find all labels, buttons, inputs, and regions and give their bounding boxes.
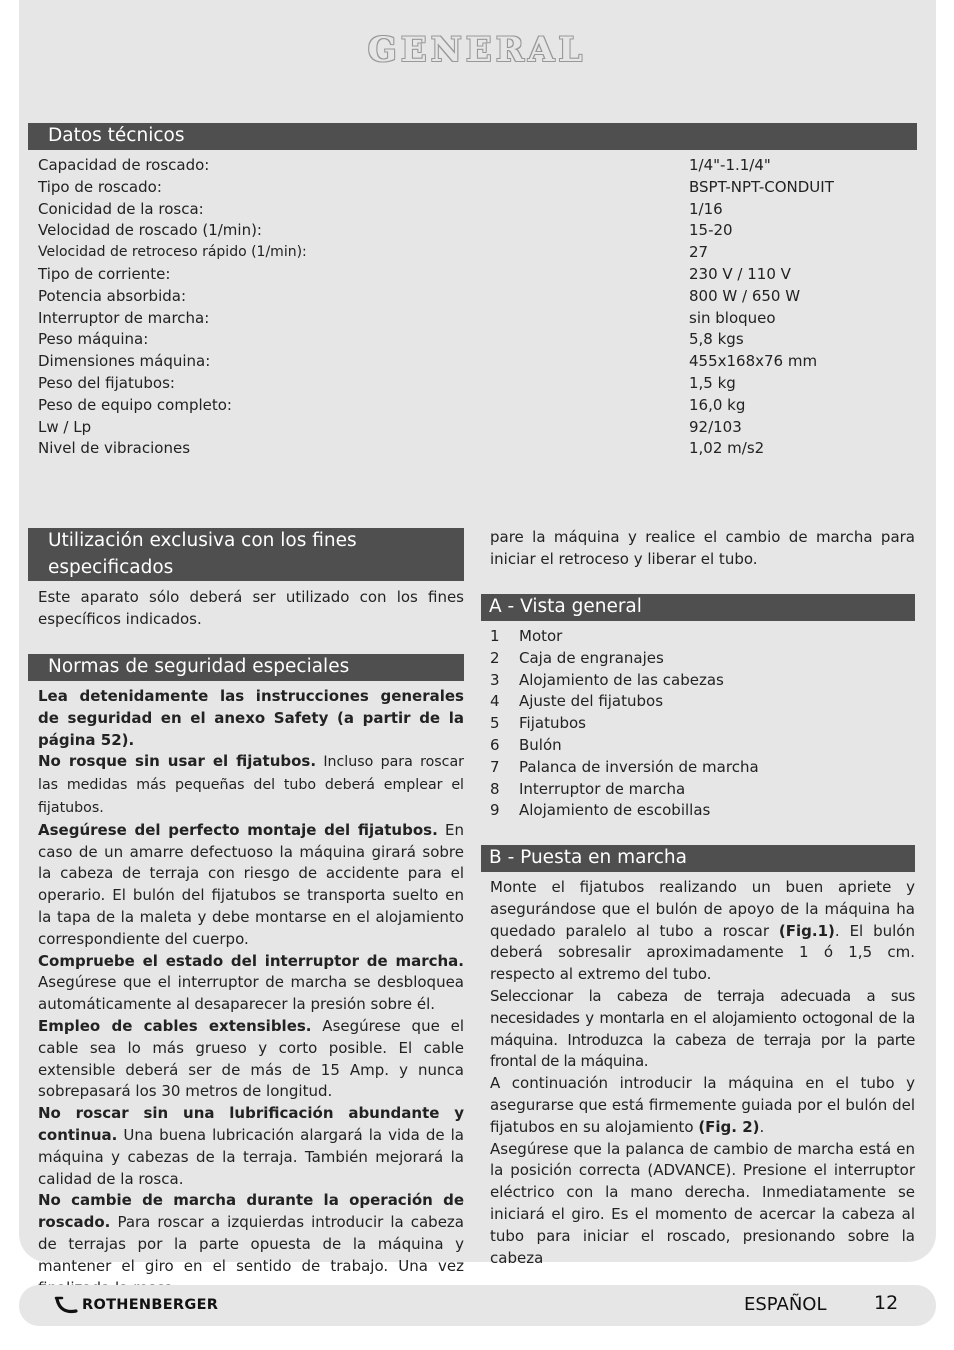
safety-p1-bold: Lea detenidamente las instrucciones generales de seguridad en el anexo Safety (a partir de la página 52). xyxy=(38,687,464,749)
list-item-text: Bulón xyxy=(519,735,562,754)
startup-p1 xyxy=(490,877,915,986)
spec-value: 27 xyxy=(689,243,709,262)
list-item-number: 1 xyxy=(490,627,500,645)
spec-label: Peso de equipo completo: xyxy=(38,395,232,414)
safety-text xyxy=(38,686,464,1299)
continued-paragraph: pare la máquina y realice el cambio de marcha para iniciar el retroceso y liberar el tubo. xyxy=(490,528,915,568)
usage-text xyxy=(38,587,464,631)
specs-table xyxy=(38,155,898,460)
spec-value: 15-20 xyxy=(689,221,733,240)
spec-row xyxy=(38,242,898,264)
safety-p7-text: Para roscar a izquierdas introducir la cabeza de terrajas por la parte opuesta de la máquina y mantener el giro en el sentido de trabajo. Una vez xyxy=(38,1213,464,1275)
spec-row xyxy=(38,264,898,286)
spec-row xyxy=(38,373,898,395)
spec-value: 92/103 xyxy=(689,417,742,436)
safety-p2 xyxy=(38,751,464,819)
list-item-number: 9 xyxy=(490,801,500,820)
spec-value: 16,0 kg xyxy=(689,395,746,414)
usage-heading xyxy=(28,528,464,581)
list-item-number: 3 xyxy=(490,670,500,689)
spec-value: 230 V / 110 V xyxy=(689,264,791,283)
safety-p1 xyxy=(38,686,464,751)
startup-p1-c: . El bulón deberá sobresalir aproximadamente 1 ó 1,5 cm. respecto al extremo del tubo. xyxy=(490,921,915,984)
spec-value: 1,02 m/s2 xyxy=(689,439,765,458)
safety-p7-bold: No cambie de marcha durante la operación de roscado. xyxy=(38,1191,464,1232)
overview-heading xyxy=(481,594,915,621)
list-item-text: Interruptor de marcha xyxy=(519,779,686,798)
list-item-number: 6 xyxy=(490,735,500,754)
startup-p3 xyxy=(490,1073,915,1138)
spec-value: 5,8 kgs xyxy=(689,330,744,349)
safety-p3-bold: Asegúrese del perfecto montaje del fijatubos. xyxy=(38,820,438,839)
startup-heading-text: B - Puesta en marcha xyxy=(489,847,687,868)
fig2-ref: (Fig. 2) xyxy=(698,1117,760,1136)
startup-p2 xyxy=(490,986,915,1073)
continued-text xyxy=(490,527,915,571)
fig1-ref: (Fig.1) xyxy=(778,921,835,940)
spec-label: Velocidad de roscado (1/min): xyxy=(38,221,262,240)
list-item-text: Alojamiento de escobillas xyxy=(519,801,711,820)
spec-row xyxy=(38,351,898,373)
safety-p6-text: Una buena lubricación alargará la vida de la máquina y cabezas de la terraja. También mejorará la calidad de la rosca. xyxy=(38,1125,464,1188)
safety-p5 xyxy=(38,1016,464,1103)
safety-p5-bold: Empleo de cables extensibles. xyxy=(38,1016,312,1035)
list-item-text: Alojamiento de las cabezas xyxy=(519,670,724,689)
brand-swoosh-icon xyxy=(54,1293,80,1317)
list-item-number: 2 xyxy=(490,648,500,667)
spec-label: Tipo de corriente: xyxy=(38,264,171,283)
safety-p4-bold: Compruebe el estado del interruptor de marcha. xyxy=(38,951,464,970)
list-item-number: 8 xyxy=(490,779,500,798)
brand-name: ROTHENBERGER xyxy=(82,1297,219,1313)
spec-label: Peso máquina: xyxy=(38,330,149,349)
spec-value: 1/16 xyxy=(689,199,723,218)
spec-value: 800 W / 650 W xyxy=(689,286,801,305)
list-item-text: Motor xyxy=(519,627,563,645)
safety-p5-text: Asegúrese que el cable sea lo más grueso y corto posible. El cable extensible deberá ser de más de 15 Amp. y nunca sobrepasará los 30 metros de longitud. xyxy=(38,1016,464,1101)
spec-label: Dimensiones máquina: xyxy=(38,352,211,371)
spec-row xyxy=(38,308,898,330)
spec-row xyxy=(38,220,898,242)
spec-label: Capacidad de roscado: xyxy=(38,156,210,174)
list-item-number: 4 xyxy=(490,692,500,711)
safety-p4-text: Asegúrese que el interruptor de marcha se desbloquea automáticamente al desaparecer la presión sobre él. xyxy=(38,973,464,1014)
spec-label: Velocidad de retroceso rápido (1/min): xyxy=(38,244,307,261)
list-item-text: Caja de engranajes xyxy=(519,648,664,667)
list-item-number: 5 xyxy=(490,714,500,733)
spec-row xyxy=(38,177,898,199)
spec-value: 1/4"-1.1/4" xyxy=(689,156,771,174)
safety-p3-text: En caso de un amarre defectuoso la máquina girará sobre la cabeza de terraja con riesgo de accidente para el operario. El bulón del fijatubos se transporta suelto en la tapa de la maleta y debe montarse en el alojamiento correspondiente del cuerpo. xyxy=(38,820,464,948)
safety-p2-bold: No rosque sin usar el fijatubos. xyxy=(38,752,317,771)
startup-p3-c: . xyxy=(759,1117,765,1136)
spec-row xyxy=(38,199,898,221)
safety-p6 xyxy=(38,1103,464,1190)
usage-paragraph: Este aparato sólo deberá ser utilizado con los fines específicos indicados. xyxy=(38,588,464,628)
specs-heading-text: Datos técnicos xyxy=(48,125,185,146)
safety-p6-bold: No roscar sin una lubrificación abundante y continua. xyxy=(38,1104,464,1144)
startup-text xyxy=(490,877,915,1269)
list-item-text: Fijatubos xyxy=(519,714,586,733)
specs-heading xyxy=(28,123,917,150)
list-item-text: Ajuste del fijatubos xyxy=(519,692,664,711)
spec-row xyxy=(38,438,898,460)
startup-p3-a: A continuación introducir la máquina en el tubo y asegurarse que está firmemente guiada por el bulón del fijatubos en su alojamiento xyxy=(490,1074,915,1136)
startup-p4 xyxy=(490,1139,915,1270)
safety-p7 xyxy=(38,1190,464,1299)
safety-heading xyxy=(28,654,464,681)
startup-heading xyxy=(481,845,915,872)
language-label: ESPAÑOL xyxy=(744,1294,827,1315)
startup-p4-text: Asegúrese que la palanca de cambio de marcha está en la posición correcta (ADVANCE). Presione el interruptor eléctrico con la mano derecha. Inmediatamente se iniciará el giro. Es el momento de acercar la cabeza al tubo para iniciar el roscado, presionando sobre la cabeza xyxy=(490,1139,915,1267)
spec-value: 455x168x76 mm xyxy=(689,352,818,371)
startup-p1-a: Monte el fijatubos realizando un buen apriete y asegurándose que el bulón de apoyo de la máquina ha quedado paralelo al tubo a roscar xyxy=(490,878,915,940)
brand-logo xyxy=(54,1293,218,1317)
page-number: 12 xyxy=(874,1292,899,1314)
spec-label: Lw / Lp xyxy=(38,417,92,436)
spec-row xyxy=(38,329,898,351)
safety-p3 xyxy=(38,820,464,951)
spec-value: sin bloqueo xyxy=(689,308,776,327)
list-item-text: Palanca de inversión de marcha xyxy=(519,757,759,776)
spec-label: Conicidad de la rosca: xyxy=(38,199,204,218)
startup-p2-text: Seleccionar la cabeza de terraja adecuada a sus necesidades y montarla en el alojamiento octogonal de la máquina. Introduzca la cabeza de terraja por la parte frontal de la máquina. xyxy=(490,986,915,1071)
spec-label: Peso del fijatubos: xyxy=(38,373,175,392)
spec-row xyxy=(38,417,898,439)
overview-heading-text: A - Vista general xyxy=(489,596,642,617)
safety-p4 xyxy=(38,951,464,1016)
spec-row xyxy=(38,395,898,417)
spec-label: Tipo de roscado: xyxy=(38,177,162,196)
safety-heading-text: Normas de seguridad especiales xyxy=(48,656,350,677)
spec-row xyxy=(38,286,898,308)
list-item-number: 7 xyxy=(490,757,500,776)
usage-heading-line1: Utilización exclusiva con los fines xyxy=(48,530,357,551)
spec-label: Interruptor de marcha: xyxy=(38,308,210,327)
spec-label: Potencia absorbida: xyxy=(38,286,187,305)
page-title: GENERAL xyxy=(367,30,587,70)
usage-heading-line2: especificados xyxy=(48,556,174,578)
spec-value: 1,5 kg xyxy=(689,373,736,392)
spec-label: Nivel de vibraciones xyxy=(38,439,191,458)
spec-value: BSPT-NPT-CONDUIT xyxy=(689,177,834,196)
safety-p2-text: Incluso para roscar las medidas más pequeñas del tubo deberá emplear el fijatubos. xyxy=(38,754,464,816)
spec-row xyxy=(38,155,898,177)
